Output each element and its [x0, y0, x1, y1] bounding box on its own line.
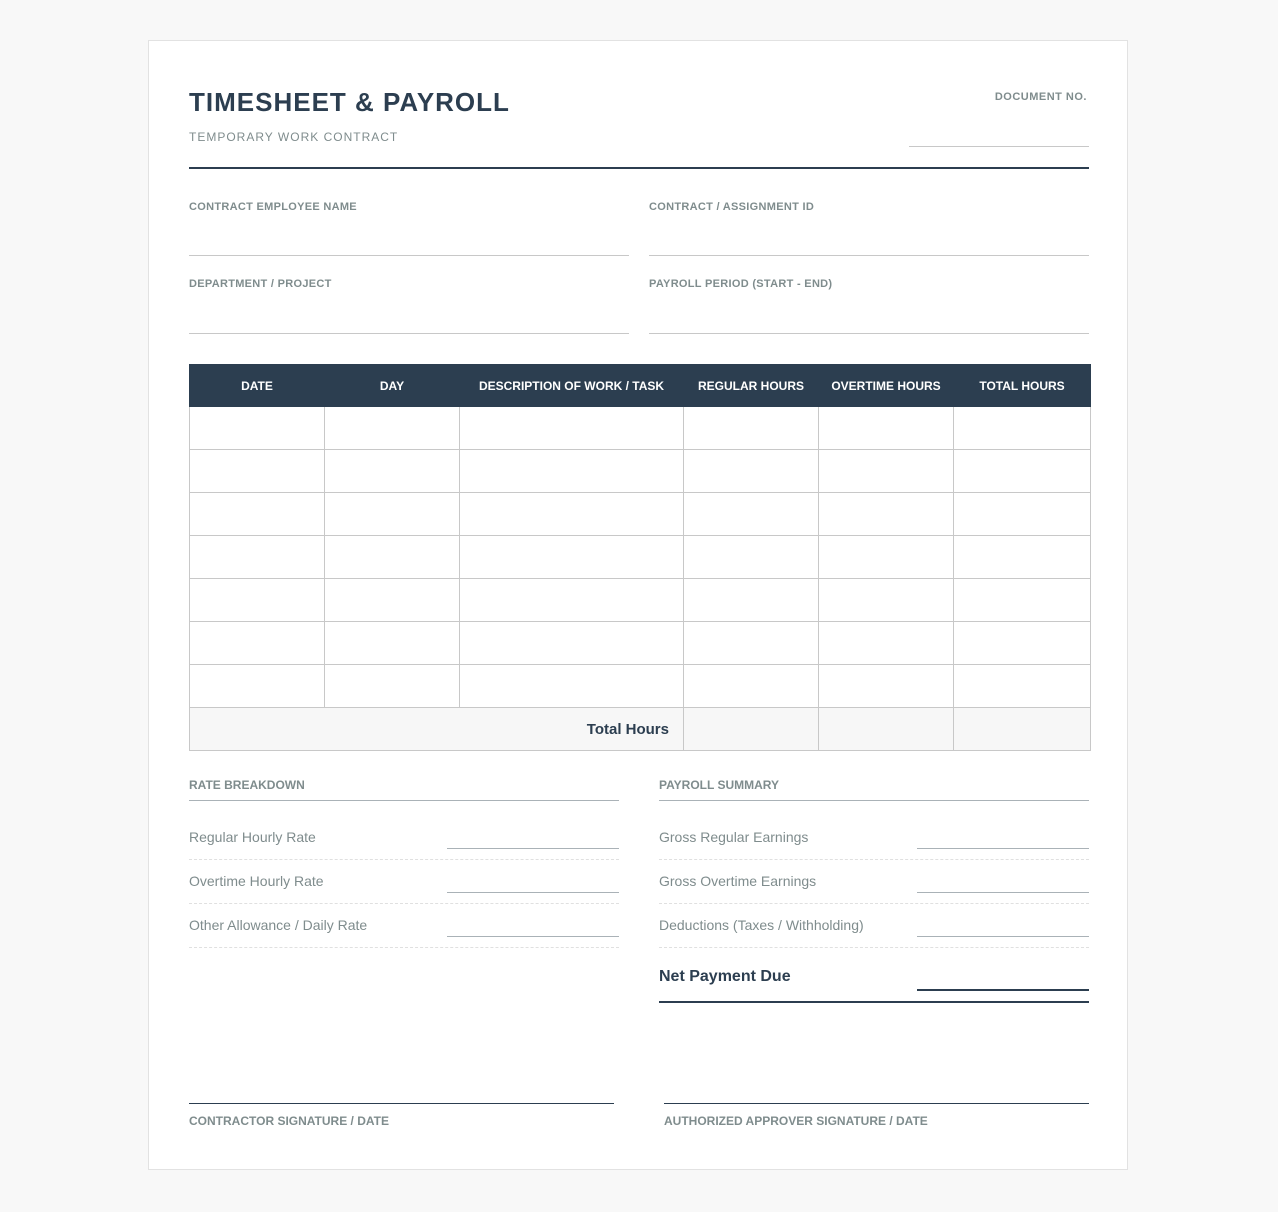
table-row — [190, 493, 1091, 536]
gross-regular-earnings-field[interactable] — [917, 848, 1089, 849]
table-row — [190, 536, 1091, 579]
approver-signature-field[interactable] — [664, 1103, 1089, 1104]
department-field[interactable] — [189, 333, 629, 334]
assignment-id-label: CONTRACT / ASSIGNMENT ID — [649, 201, 815, 213]
overtime-hours-cell[interactable] — [819, 450, 954, 493]
total-hours-cell[interactable] — [954, 665, 1091, 708]
overtime-hours-cell[interactable] — [819, 579, 954, 622]
column-header-total-hours: TOTAL HOURS — [954, 365, 1091, 407]
regular-hours-cell[interactable] — [684, 622, 819, 665]
payroll-period-label: PAYROLL PERIOD (START - END) — [649, 278, 833, 290]
rate-breakdown-divider — [189, 800, 619, 801]
date-cell[interactable] — [190, 579, 325, 622]
table-row — [190, 407, 1091, 450]
regular-hours-cell[interactable] — [684, 493, 819, 536]
overtime-hourly-rate-field[interactable] — [447, 892, 619, 893]
description-cell[interactable] — [460, 622, 684, 665]
total-regular-hours-cell[interactable] — [684, 708, 819, 751]
date-cell[interactable] — [190, 407, 325, 450]
total-hours-cell[interactable] — [954, 493, 1091, 536]
assignment-id-field[interactable] — [649, 255, 1089, 256]
regular-hours-cell[interactable] — [684, 536, 819, 579]
header-divider — [189, 167, 1089, 169]
net-payment-due-field[interactable] — [917, 989, 1089, 991]
payroll-period-field[interactable] — [649, 333, 1089, 334]
contractor-signature-field[interactable] — [189, 1103, 614, 1104]
date-cell[interactable] — [190, 493, 325, 536]
total-hours-cell[interactable] — [954, 536, 1091, 579]
approver-signature-label: AUTHORIZED APPROVER SIGNATURE / DATE — [664, 1114, 928, 1128]
timesheet-document — [148, 40, 1128, 1170]
row-divider — [659, 859, 1089, 860]
regular-hours-cell[interactable] — [684, 579, 819, 622]
row-divider — [659, 947, 1089, 948]
deductions-field[interactable] — [917, 936, 1089, 937]
date-cell[interactable] — [190, 622, 325, 665]
document-subtitle: TEMPORARY WORK CONTRACT — [189, 130, 399, 144]
regular-hourly-rate-label: Regular Hourly Rate — [189, 829, 316, 845]
document-number-field[interactable] — [909, 146, 1089, 147]
other-allowance-field[interactable] — [447, 936, 619, 937]
employee-name-label: CONTRACT EMPLOYEE NAME — [189, 201, 357, 213]
column-header-description: DESCRIPTION OF WORK / TASK — [460, 365, 684, 407]
row-divider — [659, 903, 1089, 904]
gross-overtime-earnings-field[interactable] — [917, 892, 1089, 893]
date-cell[interactable] — [190, 536, 325, 579]
regular-hours-cell[interactable] — [684, 450, 819, 493]
table-row — [190, 622, 1091, 665]
day-cell[interactable] — [325, 450, 460, 493]
regular-hours-cell[interactable] — [684, 407, 819, 450]
date-cell[interactable] — [190, 450, 325, 493]
regular-hours-cell[interactable] — [684, 665, 819, 708]
table-row — [190, 450, 1091, 493]
date-cell[interactable] — [190, 665, 325, 708]
department-label: DEPARTMENT / PROJECT — [189, 278, 332, 290]
table-header-row — [190, 365, 1091, 407]
day-cell[interactable] — [325, 493, 460, 536]
rate-breakdown-title: RATE BREAKDOWN — [189, 778, 305, 792]
overtime-hours-cell[interactable] — [819, 407, 954, 450]
overtime-hours-cell[interactable] — [819, 665, 954, 708]
document-title: TIMESHEET & PAYROLL — [189, 87, 510, 117]
total-hours-label: Total Hours — [190, 708, 684, 751]
description-cell[interactable] — [460, 493, 684, 536]
overtime-hours-cell[interactable] — [819, 536, 954, 579]
row-divider — [189, 859, 619, 860]
table-row — [190, 665, 1091, 708]
day-cell[interactable] — [325, 665, 460, 708]
row-divider — [189, 947, 619, 948]
column-header-overtime-hours: OVERTIME HOURS — [819, 365, 954, 407]
timesheet-table — [189, 364, 1091, 751]
day-cell[interactable] — [325, 622, 460, 665]
payroll-summary-title: PAYROLL SUMMARY — [659, 778, 780, 792]
column-header-regular-hours: REGULAR HOURS — [684, 365, 819, 407]
employee-name-field[interactable] — [189, 255, 629, 256]
table-row — [190, 579, 1091, 622]
net-payment-due-label: Net Payment Due — [659, 968, 791, 985]
column-header-day: DAY — [325, 365, 460, 407]
day-cell[interactable] — [325, 579, 460, 622]
description-cell[interactable] — [460, 579, 684, 622]
total-overtime-hours-cell[interactable] — [819, 708, 954, 751]
total-hours-cell[interactable] — [954, 579, 1091, 622]
gross-overtime-earnings-label: Gross Overtime Earnings — [659, 873, 817, 889]
day-cell[interactable] — [325, 407, 460, 450]
overtime-hours-cell[interactable] — [819, 493, 954, 536]
total-hours-row — [190, 708, 1091, 751]
description-cell[interactable] — [460, 407, 684, 450]
net-payment-divider — [659, 1001, 1089, 1003]
overtime-hours-cell[interactable] — [819, 622, 954, 665]
description-cell[interactable] — [460, 450, 684, 493]
regular-hourly-rate-field[interactable] — [447, 848, 619, 849]
document-number-label: DOCUMENT NO. — [994, 91, 1087, 103]
other-allowance-label: Other Allowance / Daily Rate — [189, 917, 368, 933]
deductions-label: Deductions (Taxes / Withholding) — [659, 917, 864, 933]
row-divider — [189, 903, 619, 904]
grand-total-hours-cell[interactable] — [954, 708, 1091, 751]
total-hours-cell[interactable] — [954, 407, 1091, 450]
payroll-summary-divider — [659, 800, 1089, 801]
gross-regular-earnings-label: Gross Regular Earnings — [659, 829, 809, 845]
column-header-date: DATE — [190, 365, 325, 407]
total-hours-cell[interactable] — [954, 450, 1091, 493]
day-cell[interactable] — [325, 536, 460, 579]
overtime-hourly-rate-label: Overtime Hourly Rate — [189, 873, 324, 889]
total-hours-cell[interactable] — [954, 622, 1091, 665]
description-cell[interactable] — [460, 536, 684, 579]
contractor-signature-label: CONTRACTOR SIGNATURE / DATE — [189, 1114, 389, 1128]
description-cell[interactable] — [460, 665, 684, 708]
